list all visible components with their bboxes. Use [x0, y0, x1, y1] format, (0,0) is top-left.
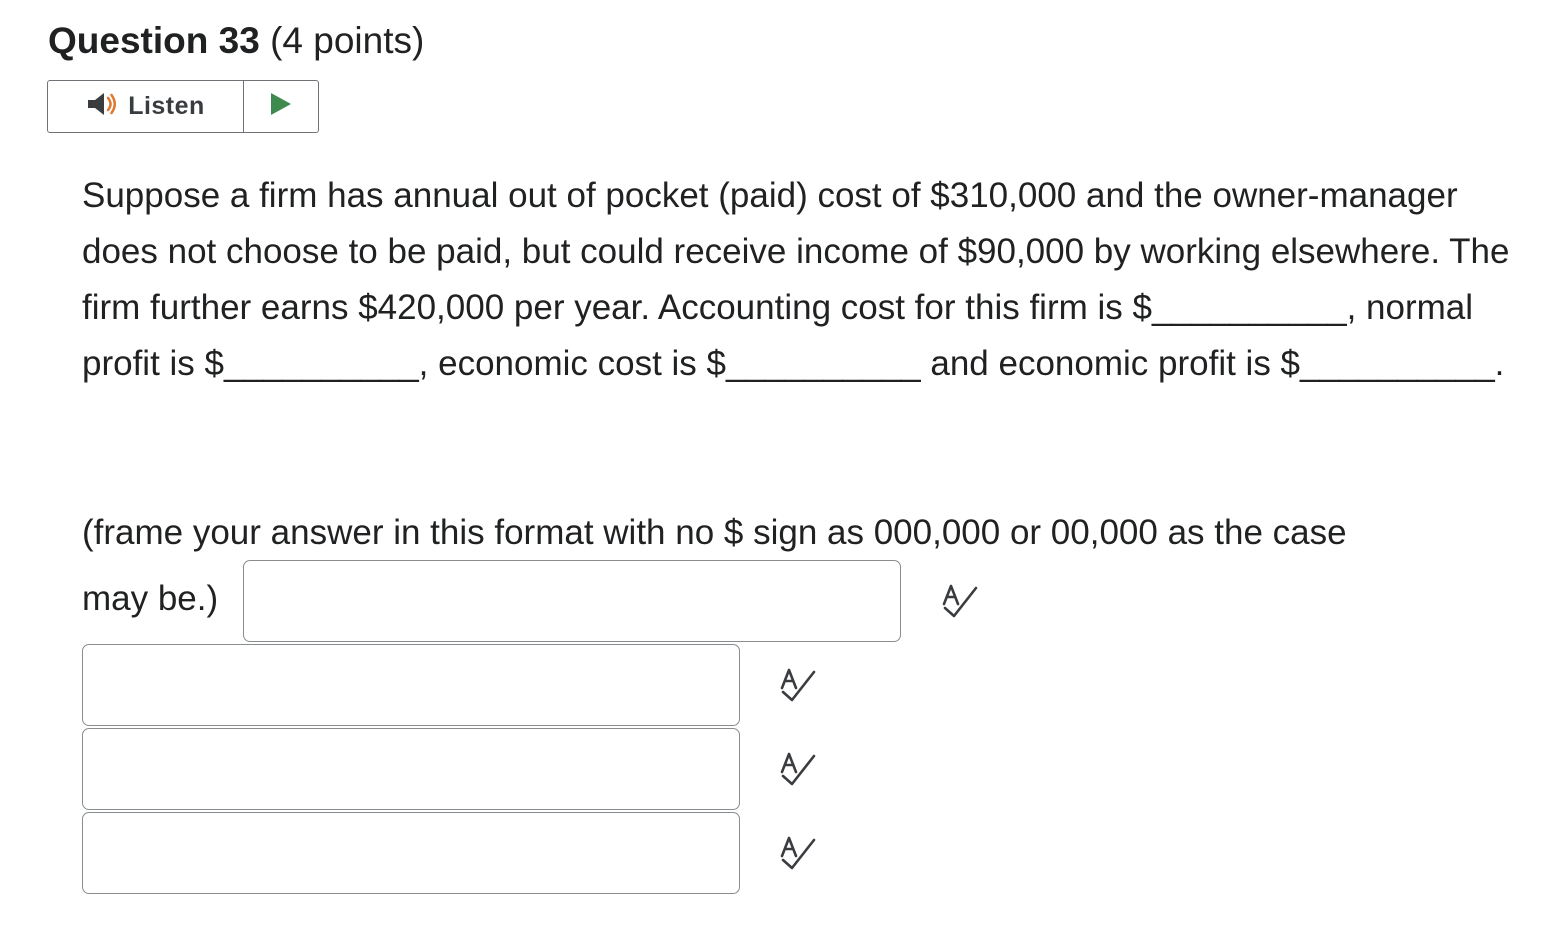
- question-title: Question 33: [48, 20, 260, 61]
- format-note: [82, 505, 1512, 561]
- listen-widget: [47, 80, 319, 133]
- listen-button[interactable]: [48, 81, 244, 132]
- format-note-tail: [82, 571, 218, 627]
- answer-input-1[interactable]: [243, 560, 901, 642]
- play-icon: [269, 92, 293, 121]
- answer-input-3[interactable]: [82, 728, 740, 810]
- answer-input-2[interactable]: [82, 644, 740, 726]
- question-body: Suppose a firm has annual out of pocket (paid) cost of $310,000 and the owner-manager does not choose to be paid, but could receive income of $90,000 by working elsewhere. The firm further earns $420,000 per year. Accounting cost for this firm is $__________, normal profit is $__________, economic cost is $__________ and economic profit is $__________.: [82, 176, 1510, 383]
- speaker-icon: [86, 90, 120, 123]
- question-text: [82, 168, 1512, 392]
- answer-input-4[interactable]: [82, 812, 740, 894]
- spellcheck-icon[interactable]: [778, 750, 818, 790]
- question-header: [48, 18, 424, 64]
- question-points: (4 points): [270, 20, 425, 61]
- spellcheck-icon[interactable]: [940, 582, 980, 622]
- listen-label: Listen: [128, 92, 205, 120]
- play-button[interactable]: [244, 81, 318, 132]
- spellcheck-icon[interactable]: [778, 834, 818, 874]
- format-note-line2: may be.): [82, 579, 219, 618]
- format-note-line1: (frame your answer in this format with no $ sign as 000,000 or 00,000 as the case: [82, 513, 1347, 552]
- spellcheck-icon[interactable]: [778, 666, 818, 706]
